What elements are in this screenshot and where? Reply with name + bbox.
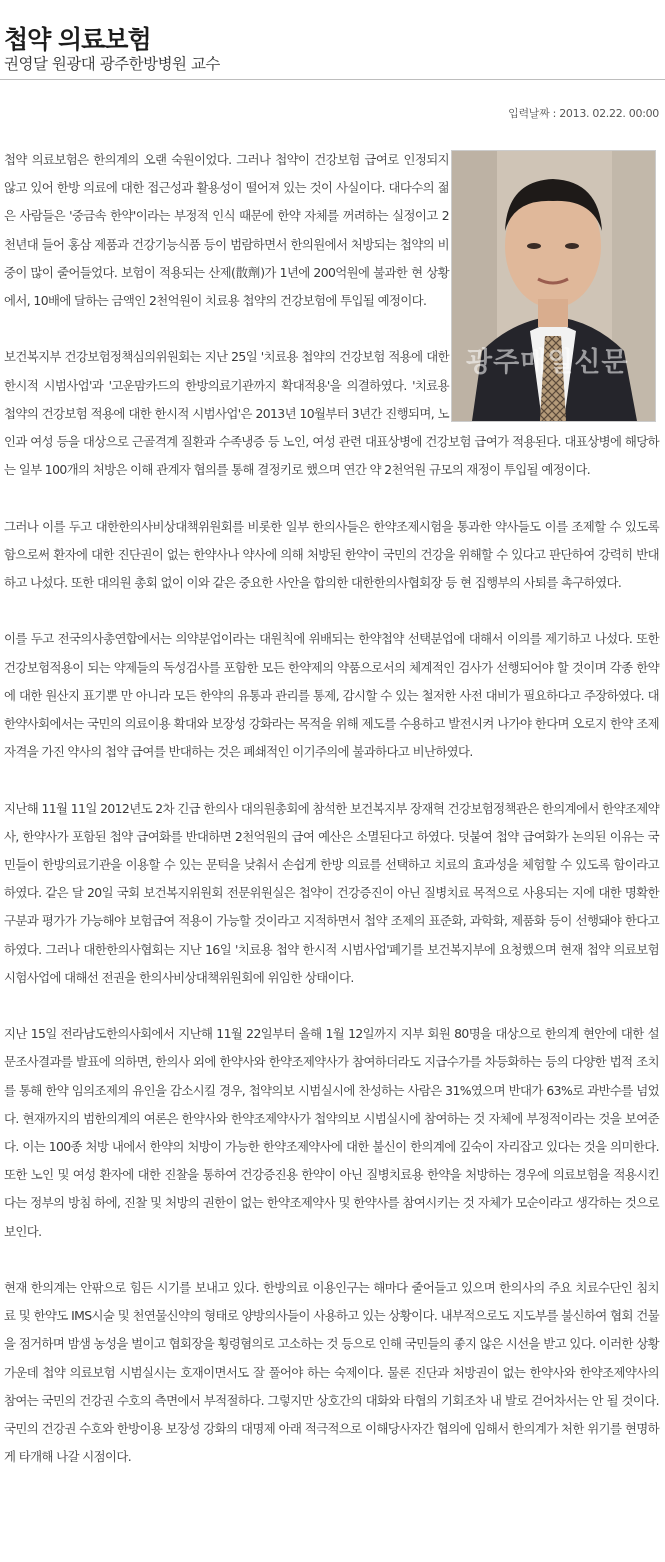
- article-paragraph: 현재 한의계는 안팎으로 힘든 시기를 보내고 있다. 한방의료 이용인구는 해마다 줄어들고 있으며 한의사의 주요 치료수단인 침치료 및 한약도 IMS시술 및 천연물신약의 형태로 양방의사들이 사용하고 있는 상황이다. 내부적으로도 지도부를 불신하여 협회 건물을 점거하며 밤샘 농성을 벌이고 협회장을 횡령혐의로 고소하는 것 등으로 인해 국민들의 좋지 않은 시선을 받고 있다. 이러한 상황 가운데 첩약 의료보험 시범실시는 호재이면서도 잘 풀어야 하는 숙제이다. 물론 진단과 처방권이 없는 한약사와 한약조제약사의 참여는 국민의 건강권 수호의 측면에서 부적절하다. 그렇지만 상호간의 대화와 타협의 기회조차 내 발로 걷어차서는 안 될 것이다. 국민의 건강권 수호와 한방이용 보장성 강화의 대명제 아래 적극적으로 이해당사자간 협의에 임해서 한의계가 처한 위기를 현명하게 타개해 나갈 시점이다.: [4, 1280, 659, 1465]
- article-paragraph: 지난해 11월 11일 2012년도 2차 긴급 한의사 대의원총회에 참석한 보건복지부 장재혁 건강보험정책관은 한의계에서 한약조제약사, 한약사가 포함된 첩약 급여화를 반대하면 2천억원의 급여 예산은 소멸된다고 하였다. 덧붙여 첩약 급여화가 논의된 이유는 국민들이 한방의료기관을 이용할 수 있는 문턱을 낮춰서 손쉽게 한방 의료를 선택하고 치료의 효과성을 체험할 수 있도록 함이라고 하였다. 같은 달 20일 국회 보건복지위원회 전문위원실은 첩약이 건강증진이 아닌 질병치료 목적으로 사용되는 지에 대한 명확한 구분과 평가가 가능해야 보험급여 적용이 가능할 것이라고 지적하면서 첩약 조제의 표준화, 과학화, 제품화 등이 선행돼야 한다고 하였다. 그러나 대한한의사협회는 지난 16일 '치료용 첩약 한시적 시범사업'폐기를 보건복지부에 요청했으며 현재 첩약 의료보험 시험사업에 대해선 전권을 한의사비상대책위원회에 위임한 상태이다.: [4, 800, 659, 985]
- publish-date: 입력날짜 : 2013. 02.22. 00:00: [508, 107, 659, 120]
- article-paragraph: 지난 15일 전라남도한의사회에서 지난해 11월 22일부터 올해 1월 12일까지 지부 회원 80명을 대상으로 한의계 현안에 대한 설문조사결과를 발표에 의하면, 한의사 외에 한약사와 한약조제약사가 참여하더라도 지급수가를 차등화하는 등의 다양한 법적 조치를 통해 한약 임의조제의 유인을 감소시킬 경우, 첩약의보 시범실시에 찬성하는 사람은 31%였으며 반대가 63%로 과반수를 넘었다. 현재까지의 범한의계의 여론은 한약사와 한약조제약사가 첩약의보 시범실시에 참여하는 것 자체에 부정적이라는 것을 보여준다. 이는 100종 처방 내에서 한약의 처방이 가능한 한약조제약사에 대한 불신이 한의계에 깊숙이 자리잡고 있다는 것을 의미한다. 또한 노인 및 여성 환자에 대한 진찰을 통하여 건강증진용 한약이 아닌 질병치료용 한약을 처방하는 경우에 의료보험을 적용시킨다는 정부의 방침 하에, 진찰 및 처방의 권한이 없는 한약조제약사 및 한약사를 참여시키는 것 자체가 모순이라고 생각하는 것으로 보인다.: [4, 1026, 659, 1239]
- photo-watermark: 광주매일신문: [466, 347, 629, 378]
- photo-spacer: [449, 146, 659, 416]
- article-paragraph: 그러나 이를 두고 대한한의사비상대책위원회를 비롯한 일부 한의사들은 한약조제시험을 통과한 약사들도 이를 조제할 수 있도록 함으로써 환자에 대한 진단권이 없는 한약사나 약사에 의해 처방된 한약이 국민의 건강을 위해할 수 있다고 판단하여 강력히 반대하고 나섰다. 또한 대의원 총회 없이 이와 같은 중요한 사안을 합의한 대한한의사협회장 등 현 집행부의 사퇴를 촉구하였다.: [4, 518, 659, 591]
- author-byline: 권영달 원광대 광주한방병원 교수: [4, 55, 220, 73]
- article-body: [4, 146, 659, 1500]
- article-paragraph: 보건복지부 건강보험정책심의위원회는 지난 25일 '치료용 첩약의 건강보험 적용에 대한 한시적 시범사업'과 '고운맘카드의 한방의료기관까지 확대적용'을 의결하였다. '치료용 첩약의 건강보험 적용에 대한 한시적 시범사업'은 2013년 10월부터 3년간 진행되며, 노인과 여성 등을 대상으로 근골격계 질환과 수족냉증 등 노인, 여성 관련 대표상병에 건강보험 급여가 적용된다. 대표상병에 해당하는 일부 100개의 처방은 이해 관계자 협의를 통해 결정키로 했으며 연간 약 2천억원 규모의 재정이 투입될 예정이다.: [4, 349, 659, 478]
- article-paragraph: 첩약 의료보험은 한의계의 오랜 숙원이었다. 그러나 첩약이 건강보험 급여로 인정되지 않고 있어 한방 의료에 대한 접근성과 활용성이 떨어져 있는 것이 사실이다. 대다수의 젊은 사람들은 '중금속 한약'이라는 부정적 인식 때문에 한약 자체를 꺼려하는 실정이고 2천년대 들어 홍삼 제품과 건강기능식품 등이 범람하면서 한의원에서 처방되는 첩약의 비중이 많이 줄어들었다. 보험이 적용되는 산제(散劑)가 1년에 200억원에 불과한 현 상황에서, 10배에 달하는 금액인 2천억원이 치료용 첩약의 건강보험에 투입될 예정이다.: [4, 152, 449, 309]
- header-divider: [0, 79, 665, 80]
- article-title: 첩약 의료보험: [4, 25, 151, 54]
- article-paragraph: 이를 두고 전국의사총연합에서는 의약분업이라는 대원칙에 위배되는 한약첩약 선택분업에 대해서 이의를 제기하고 나섰다. 또한 건강보험적용이 되는 약제들의 독성검사를 포함한 모든 한약제의 약품으로서의 체계적인 검사가 선행되어야 할 것이며 각종 한약에 대한 원산지 표기뿐 만 아니라 모든 한약의 유통과 관리를 통제, 감시할 수 있는 철저한 사전 대비가 필요하다고 주장하였다. 대한약사회에서는 국민의 의료이용 확대와 보장성 강화라는 목적을 위해 제도를 수용하고 발전시켜 나가야 한다며 오로지 한약 조제 자격을 가진 약사의 첩약 급여를 반대하는 것은 폐쇄적인 이기주의에 불과하다고 비난하였다.: [4, 631, 659, 760]
